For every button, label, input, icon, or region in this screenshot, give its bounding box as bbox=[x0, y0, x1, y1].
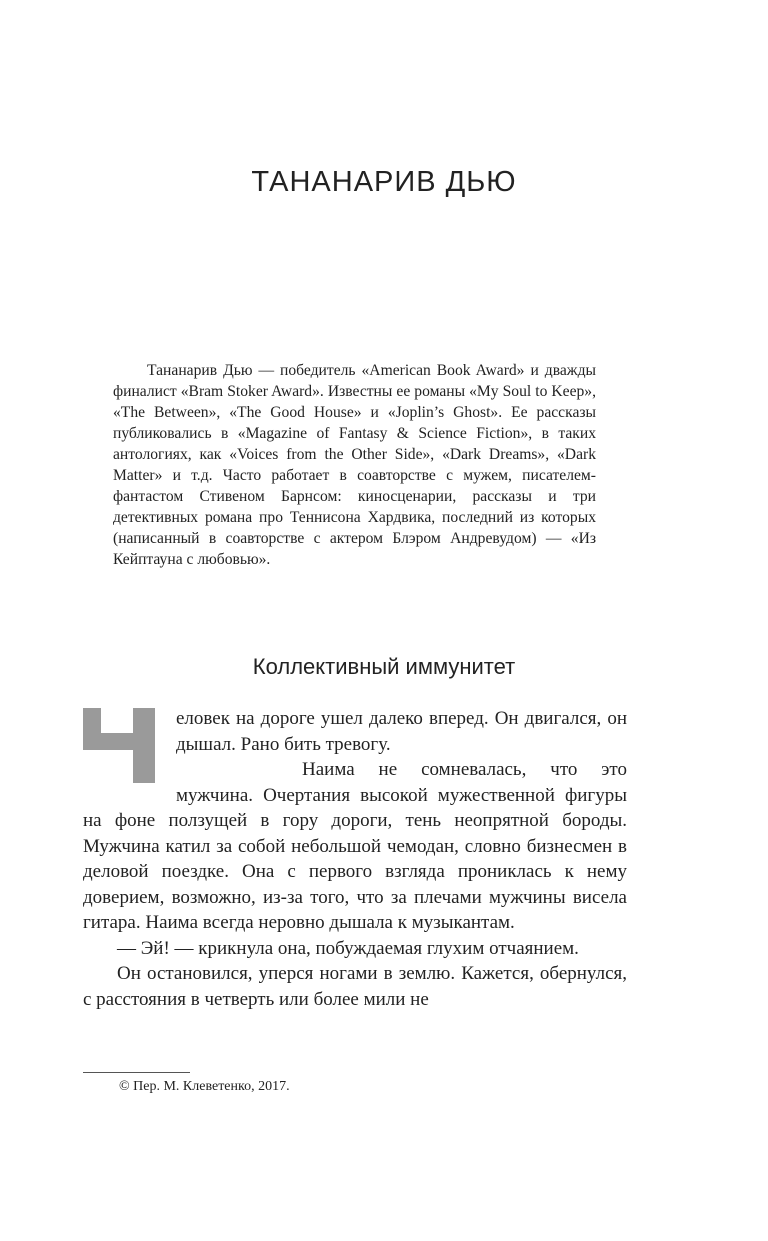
footnote: © Пер. М. Клеветенко, 2017. bbox=[119, 1079, 290, 1094]
paragraph-1 bbox=[83, 706, 627, 757]
story-title: Коллективный иммунитет bbox=[252, 654, 516, 679]
drop-cap bbox=[83, 708, 166, 783]
story-text bbox=[83, 706, 627, 1012]
paragraph-4: Он остановился, уперся ногами в землю. Кажется, обернулся, с расстояния в четверть или более мили не bbox=[83, 963, 627, 1010]
author-bio: Тананарив Дью — победитель «American Book Award» и дважды финалист «Bram Stoker Award». Известны ее романы «My Soul to Keep», «The Between», «The Good House» и «Joplin’s Ghost». Ее рассказы публиковались в «Magazine of Fantasy & Science Fiction», в таких антологиях, как «Voices from the Other Side», «Dark Dreams», «Dark Matter» и т.д. Часто работает в соавторстве с мужем, писателем-фантастом Стивеном Барнсом: киносценарии, рассказы и три детективных романа про Теннисона Хардвика, последний из которых (написанный в соавторстве с актером Блэром Андревудом) — «Из Кейптауна с любовью». bbox=[113, 362, 596, 568]
paragraph-3: — Эй! — крикнула она, побуждаемая глухим отчаянием. bbox=[117, 937, 579, 959]
author-name: ТАНАНАРИВ ДЬЮ bbox=[251, 166, 517, 198]
paragraph-1-text: еловек на дороге ушел далеко вперед. Он двигался, он дышал. Рано бить тревогу. bbox=[176, 708, 627, 755]
paragraph-2: Наима не сомневалась, что это мужчина. Очертания высокой мужественной фигуры на фоне ползущей в гору дороги, тень неопрятной бороды. Мужчина катил за собой небольшой чемодан, словно бизнесмен в деловой поездке. Она с первого взгляда прониклась к нему доверием, возможно, из-за того, что за плечами мужчины висела гитара. Наима всегда неровно дышала к музыкантам. bbox=[83, 759, 627, 933]
footnote-divider bbox=[83, 1072, 190, 1073]
